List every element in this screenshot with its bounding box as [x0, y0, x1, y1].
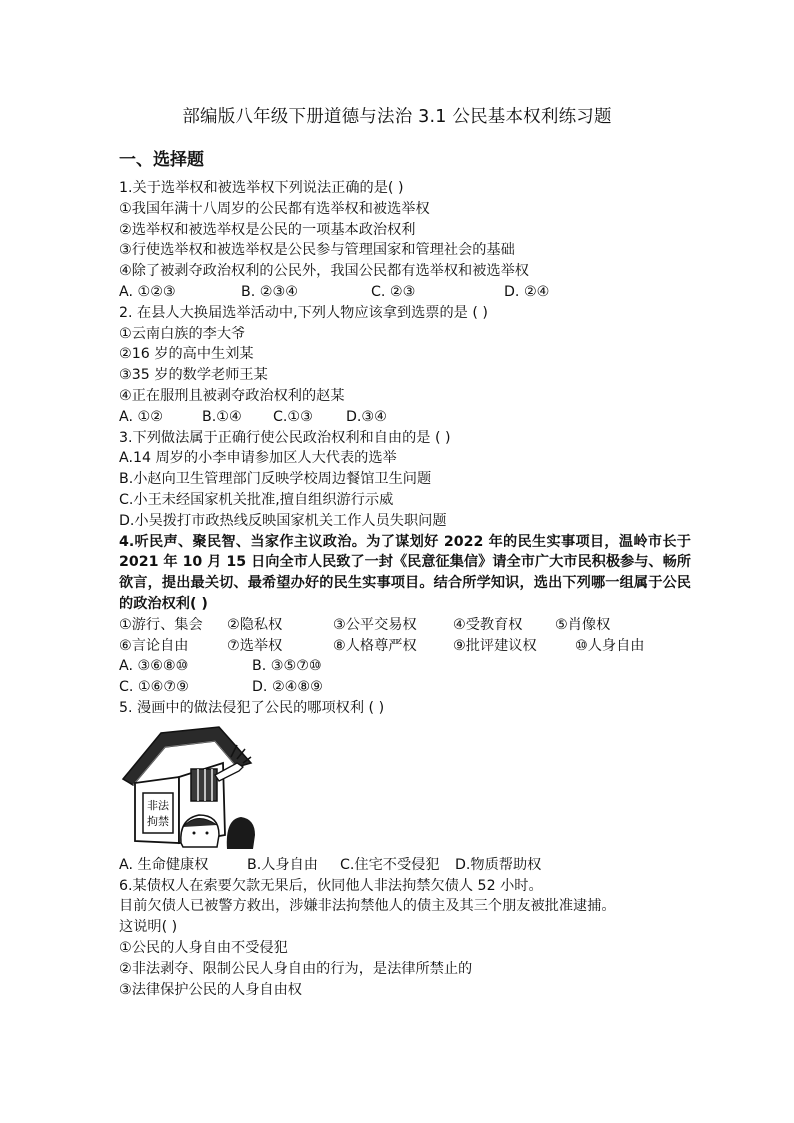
q4-choice: ⑤肖像权 — [555, 616, 611, 633]
q2-item: ③35 岁的数学老师王某 — [119, 367, 268, 384]
q3-option-c[interactable]: C.小王未经国家机关批准,擅自组织游行示威 — [119, 491, 394, 508]
q4-choices-row-1 — [119, 615, 691, 636]
q1-item: ①我国年满十八周岁的公民都有选举权和被选举权 — [119, 200, 430, 217]
q1-item: ④除了被剥夺政治权利的公民外，我国公民都有选举权和被选举权 — [119, 263, 529, 280]
q4-option-c[interactable]: C. ①⑥⑦⑨ — [119, 679, 189, 696]
q3-option-a[interactable]: A.14 周岁的小李申请参加区人大代表的选举 — [119, 450, 397, 467]
q2-item: ④正在服刑且被剥夺政治权利的赵某 — [119, 387, 345, 404]
q1-option-a[interactable]: A. ①②③ — [119, 283, 176, 300]
q5-cartoon — [119, 723, 691, 849]
q4-choice: ①游行、集会 — [119, 616, 203, 633]
q5-option-c[interactable]: C.住宅不受侵犯 — [340, 856, 440, 873]
q6-item: ③法律保护公民的人身自由权 — [119, 981, 302, 998]
q1-stem: 1.关于选举权和被选举权下列说法正确的是( ) — [119, 180, 404, 196]
q4-option-b[interactable]: B. ③⑤⑦⑩ — [252, 658, 322, 675]
cartoon-illustration — [119, 723, 259, 849]
q6-item: ②非法剥夺、限制公民人身自由的行为，是法律所禁止的 — [119, 960, 473, 977]
document-title: 部编版八年级下册道德与法治 3.1 公民基本权利练习题 — [182, 107, 612, 127]
q4-choice: ⑥言论自由 — [119, 637, 189, 654]
q1-option-d[interactable]: D. ②④ — [504, 283, 550, 300]
q6-stem-continued: 目前欠债人已被警方救出，涉嫌非法拘禁他人的债主及其三个朋友被批准逮捕。 — [119, 898, 616, 915]
q2-item: ②16 岁的高中生刘某 — [119, 346, 254, 363]
q4-choice: ②隐私权 — [227, 616, 283, 633]
q5-stem: 5. 漫画中的做法侵犯了公民的哪项权利 ( ) — [119, 699, 385, 716]
q4-choice: ⑨批评建议权 — [453, 637, 537, 654]
q2-option-a[interactable]: A. ①② — [119, 408, 163, 425]
q2-stem: 2. 在县人大换届选举活动中,下列人物应该拿到选票的是 ( ) — [119, 304, 488, 321]
q6-item: ①公民的人身自由不受侵犯 — [119, 939, 288, 956]
q5-option-a[interactable]: A. 生命健康权 — [119, 856, 209, 873]
q1-item: ②选举权和被选举权是公民的一项基本政治权利 — [119, 221, 416, 238]
q4-options-ab — [119, 656, 691, 677]
q4-option-a[interactable]: A. ③⑥⑧⑩ — [119, 658, 189, 675]
q4-choice: ③公平交易权 — [333, 616, 417, 633]
q6-stem: 6.某债权人在索要欠款无果后，伙同他人非法拘禁欠债人 52 小时。 — [119, 877, 543, 894]
q1-option-b[interactable]: B. ②③④ — [241, 283, 298, 300]
q4-choice: ⑦选举权 — [227, 637, 283, 654]
q5-option-b[interactable]: B.人身自由 — [247, 856, 318, 873]
q2-option-b[interactable]: B.①④ — [202, 408, 242, 425]
q1-options — [119, 282, 691, 303]
question-list — [119, 178, 691, 1000]
q6-stem-question: 这说明( ) — [119, 919, 178, 936]
sign-line-1: 非法 — [147, 798, 169, 812]
q4-choices-row-2 — [119, 636, 691, 657]
q3-option-d[interactable]: D.小吴拨打市政热线反映国家机关工作人员失职问题 — [119, 512, 447, 529]
q4-options-cd — [119, 677, 691, 698]
q2-option-d[interactable]: D.③④ — [346, 408, 387, 425]
section-heading: 一、选择题 — [119, 150, 204, 170]
q4-choice: ⑩人身自由 — [575, 637, 645, 654]
sign-line-2: 拘禁 — [147, 814, 169, 828]
q3-stem: 3.下列做法属于正确行使公民政治权利和自由的是 ( ) — [119, 429, 451, 446]
q1-item: ③行使选举权和被选举权是公民参与管理国家和管理社会的基础 — [119, 242, 515, 259]
q4-option-d[interactable]: D. ②④⑧⑨ — [252, 679, 323, 696]
q2-item: ①云南白族的李大爷 — [119, 325, 246, 342]
q2-option-c[interactable]: C.①③ — [273, 408, 313, 425]
q4-choice: ⑧人格尊严权 — [333, 637, 417, 654]
q4-stem: 4.听民声、聚民智、当家作主议政治。为了谋划好 2022 年的民生实事项目，温岭市长于 2021 年 10 月 15 日向全市人民致了一封《民意征集信》请全市广大市民积极参与、畅所欲言，提出最关切、最希望办好的民生实事项目。结合所学知识，选出下列哪一组属于公民的政治权利( ) — [119, 533, 691, 612]
q5-options — [119, 855, 691, 876]
q1-option-c[interactable]: C. ②③ — [371, 283, 416, 300]
q5-option-d[interactable]: D.物质帮助权 — [455, 856, 542, 873]
q4-choice: ④受教育权 — [453, 616, 523, 633]
q2-options — [119, 407, 691, 428]
q3-option-b[interactable]: B.小赵向卫生管理部门反映学校周边餐馆卫生问题 — [119, 471, 432, 488]
